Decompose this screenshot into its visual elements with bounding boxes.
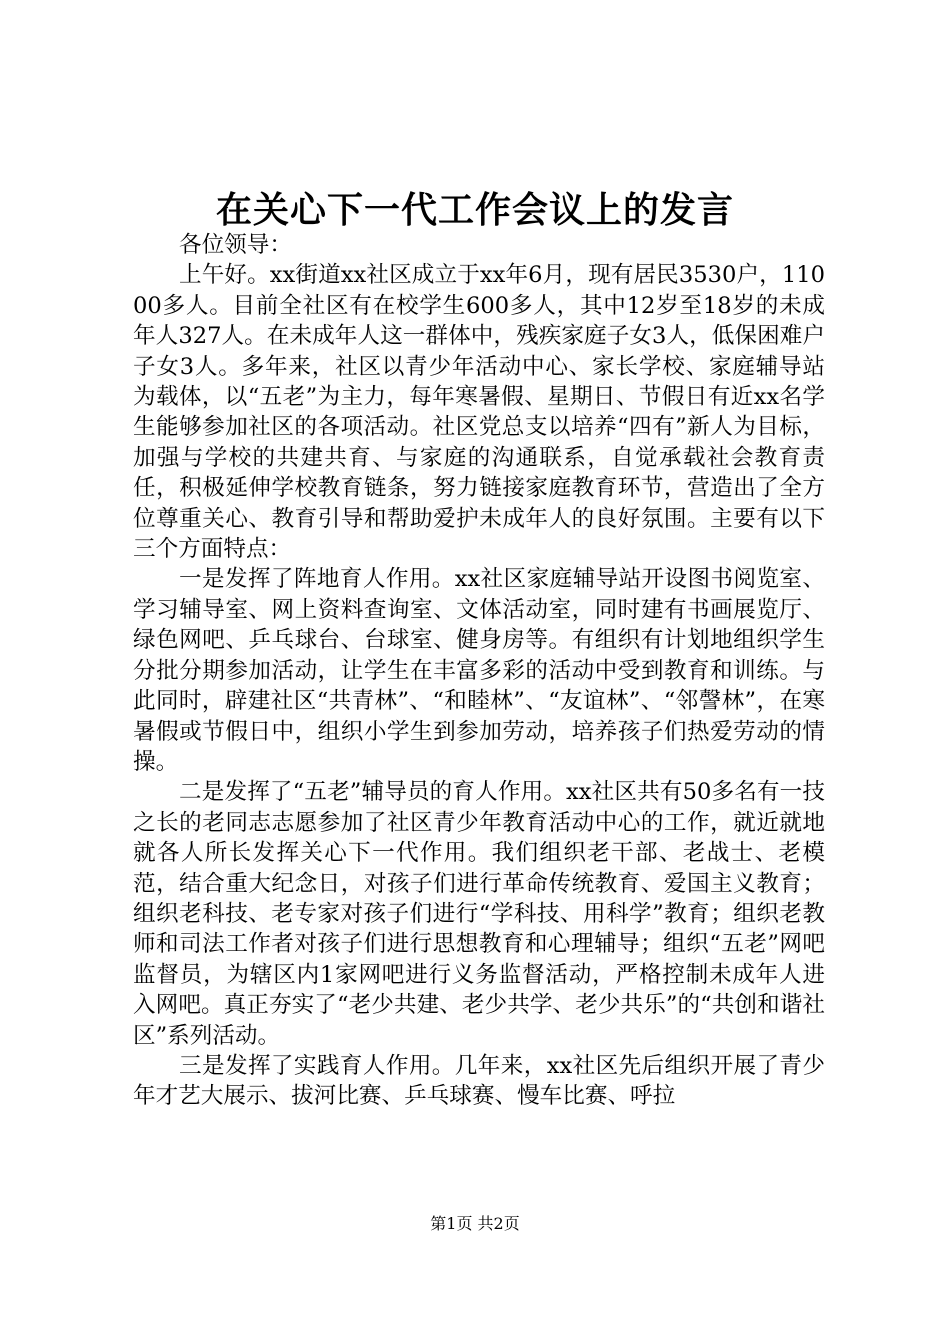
document-title: 在关心下一代工作会议上的发言 xyxy=(215,189,734,231)
salutation: 各位领导： xyxy=(179,232,292,258)
paragraph-point-one: 一是发挥了阵地育人作用。xx社区家庭辅导站开设图书阅览室、学习辅导室、网上资料查询室、文体活动室，同时建有书画展览厅、绿色网吧、乒乓球台、台球室、健身房等。有组织有计划地组织学生分批分期参加活动，让学生在丰富多彩的活动中受到教育和训练。与此同时，辟建社区“共青林”、“和睦林”、“友谊林”、“邻謦林”，在寒暑假或节假日中，组织小学生到参加劳动，培养孩子们热爱劳动的情操。 xyxy=(133,566,825,775)
page-number: 第1页 共2页 xyxy=(430,1214,520,1233)
paragraph-point-two: 二是发挥了“五老”辅导员的育人作用。xx社区共有50多名有一技之长的老同志志愿参加了社区青少年教育活动中心的工作，就近就地就各人所长发挥关心下一代作用。我们组织老干部、老战士、老模范，结合重大纪念日，对孩子们进行革命传统教育、爱国主义教育；组织老科技、老专家对孩子们进行“学科技、用科学”教育；组织老教师和司法工作者对孩子们进行思想教育和心理辅导；组织“五老”网吧监督员，为辖区内1家网吧进行义务监督活动，严格控制未成年人进入网吧。真正夯实了“老少共建、老少共学、老少共乐”的“共创和谐社区”系列活动。 xyxy=(133,779,825,1049)
paragraph-intro: 上午好。xx街道xx社区成立于xx年6月，现有居民3530户，11000多人。目前全社区有在校学生600多人，其中12岁至18岁的未成年人327人。在未成年人这一群体中，残疾家庭子女3人，低保困难户子女3人。多年来，社区以青少年活动中心、家长学校、家庭辅导站为载体，以“五老”为主力，每年寒暑假、星期日、节假日有近xx名学生能够参加社区的各项活动。社区党总支以培养“四有”新人为目标，加强与学校的共建共育、与家庭的沟通联系，自觉承载社会教育责任，积极延伸学校教育链条，努力链接家庭教育环节，营造出了全方位尊重关心、教育引导和帮助爱护未成年人的良好氛围。主要有以下三个方面特点： xyxy=(133,262,825,563)
document-body xyxy=(133,230,825,1112)
paragraph-point-three: 三是发挥了实践育人作用。几年来，xx社区先后组织开展了青少年才艺大展示、拔河比赛、乒乓球赛、慢车比赛、呼拉 xyxy=(133,1052,825,1110)
